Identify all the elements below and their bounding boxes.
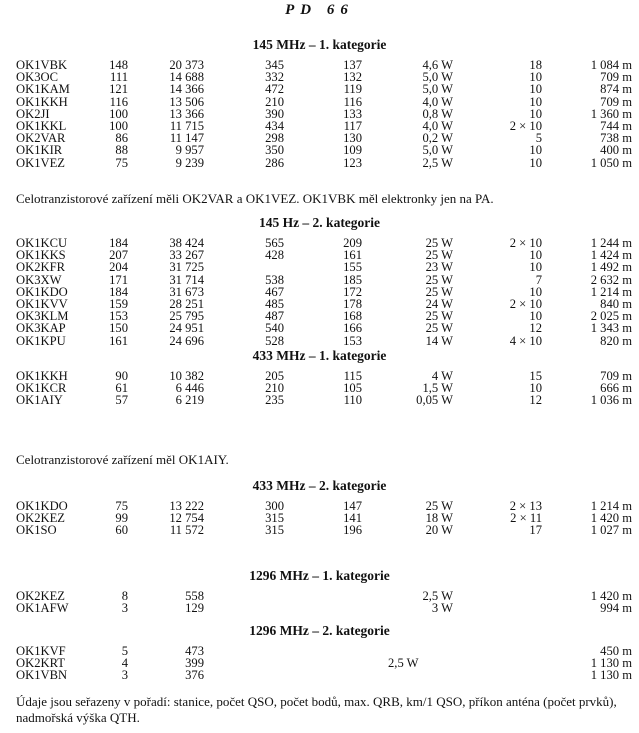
antenna-cell: 4 × 10 [509, 333, 542, 348]
points-cell: 6 219 [175, 393, 204, 408]
note-transistor-1: Celotranzistorové zařízení měli OK2VAR a OK1VEZ. OK1VBK měl elektronky jen na PA. [16, 191, 494, 206]
km-per-qso-cell: 105 [343, 381, 362, 396]
max-qrb-cell: 540 [265, 321, 284, 336]
antenna-cell: 10 [529, 284, 542, 299]
antenna-cell: 2 × 10 [509, 236, 542, 250]
qso-count-cell: 4 [121, 656, 128, 671]
power-cell: 25 W [425, 236, 453, 250]
qso-count-cell: 150 [109, 321, 128, 336]
qso-count-cell: 207 [109, 248, 128, 263]
station-cell: OK1KDO [16, 499, 68, 513]
antenna-cell: 10 [529, 106, 542, 121]
table-row [0, 500, 639, 512]
points-cell: 38 424 [169, 236, 204, 250]
station-cell: OK2JI [16, 106, 50, 121]
qso-count-cell: 100 [109, 106, 128, 121]
power-cell: 25 W [425, 309, 453, 324]
qso-count-cell: 111 [110, 70, 128, 85]
altitude-cell: 1 214 m [590, 499, 632, 513]
station-cell: OK1SO [16, 523, 57, 538]
power-cell: 25 W [425, 321, 453, 336]
km-per-qso-cell: 155 [343, 260, 362, 275]
power-cell: 4 W [431, 369, 453, 383]
antenna-cell: 2 × 11 [510, 511, 542, 526]
results-table [0, 370, 639, 407]
points-cell: 13 366 [169, 106, 204, 121]
antenna-cell: 10 [529, 260, 542, 275]
points-cell: 129 [185, 601, 204, 616]
antenna-cell: 12 [529, 393, 542, 408]
table-row [0, 237, 639, 249]
altitude-cell: 994 m [600, 601, 632, 616]
points-cell: 11 715 [169, 118, 204, 133]
points-cell: 11 147 [169, 131, 204, 146]
altitude-cell: 1 130 m [590, 668, 632, 683]
points-cell: 13 506 [169, 94, 204, 109]
station-cell: OK1KKH [16, 94, 68, 109]
max-qrb-cell: 235 [265, 393, 284, 408]
power-cell: 25 W [425, 248, 453, 263]
km-per-qso-cell: 185 [343, 272, 362, 287]
km-per-qso-cell: 196 [343, 523, 362, 538]
section-433mhz-cat1 [0, 347, 639, 407]
table-row [0, 298, 639, 310]
page-header: PD 66 [285, 2, 354, 18]
altitude-cell: 450 m [600, 644, 632, 658]
power-cell: 23 W [425, 260, 453, 275]
max-qrb-cell: 300 [265, 499, 284, 513]
km-per-qso-cell: 110 [343, 393, 362, 408]
section-title: 1296 MHz – 2. kategorie [249, 623, 390, 638]
table-row [0, 132, 639, 144]
power-cell: 4,0 W [422, 94, 453, 109]
qso-count-cell: 88 [115, 143, 128, 158]
altitude-cell: 1 492 m [590, 260, 632, 275]
station-cell: OK2KFR [16, 260, 65, 275]
altitude-cell: 874 m [600, 82, 632, 97]
qso-count-cell: 90 [115, 369, 128, 383]
qso-count-cell: 61 [115, 381, 128, 396]
antenna-cell: 18 [529, 58, 542, 72]
section-145mhz-cat1 [0, 36, 639, 169]
station-cell: OK1KKS [16, 248, 66, 263]
antenna-cell: 17 [529, 523, 542, 538]
note-transistor-2: Celotranzistorové zařízení měl OK1AIY. [16, 452, 229, 467]
station-cell: OK1KVV [16, 296, 68, 311]
table-row [0, 286, 639, 298]
antenna-cell: 10 [529, 70, 542, 85]
section-title: 433 MHz – 2. kategorie [252, 478, 387, 493]
km-per-qso-cell: 209 [343, 236, 362, 250]
max-qrb-cell: 538 [265, 272, 284, 287]
km-per-qso-cell: 166 [343, 321, 362, 336]
station-cell: OK1VBN [16, 668, 68, 683]
points-cell: 24 951 [169, 321, 204, 336]
km-per-qso-cell: 147 [343, 499, 362, 513]
station-cell: OK3OC [16, 70, 58, 85]
qso-count-cell: 204 [109, 260, 128, 275]
station-cell: OK3XW [16, 272, 62, 287]
altitude-cell: 1 084 m [590, 58, 632, 72]
qso-count-cell: 159 [109, 296, 128, 311]
altitude-cell: 1 360 m [590, 106, 632, 121]
altitude-cell: 1 424 m [590, 248, 632, 263]
table-row [0, 335, 639, 347]
antenna-cell: 2 × 13 [509, 499, 542, 513]
altitude-cell: 738 m [600, 131, 632, 146]
power-cell: 0,2 W [422, 131, 453, 146]
qso-count-cell: 171 [109, 272, 128, 287]
power-cell: 4,6 W [422, 58, 453, 72]
altitude-cell: 744 m [600, 118, 632, 133]
altitude-cell: 1 244 m [590, 236, 632, 250]
antenna-cell: 5 [535, 131, 542, 146]
points-cell: 11 572 [169, 523, 204, 538]
max-qrb-cell: 565 [265, 236, 284, 250]
table-row [0, 120, 639, 132]
altitude-cell: 820 m [600, 333, 632, 348]
qso-count-cell: 8 [121, 589, 128, 603]
antenna-cell: 10 [529, 381, 542, 396]
power-cell: 4,0 W [422, 118, 453, 133]
results-table [0, 590, 639, 614]
max-qrb-cell: 210 [265, 381, 284, 396]
max-qrb-cell: 332 [265, 70, 284, 85]
table-row [0, 108, 639, 120]
power-cell: 14 W [425, 333, 453, 348]
section-title: 1296 MHz – 1. kategorie [249, 568, 390, 583]
table-row [0, 83, 639, 95]
points-cell: 25 795 [169, 309, 204, 324]
station-cell: OK1AFW [16, 601, 69, 616]
antenna-cell: 10 [529, 143, 542, 158]
qso-count-cell: 184 [109, 236, 128, 250]
table-row [0, 524, 639, 536]
power-cell: 24 W [425, 296, 453, 311]
max-qrb-cell: 315 [265, 523, 284, 538]
km-per-qso-cell: 130 [343, 131, 362, 146]
qso-count-cell: 100 [109, 118, 128, 133]
antenna-cell: 10 [529, 309, 542, 324]
results-table [0, 500, 639, 537]
km-per-qso-cell: 123 [343, 155, 362, 170]
table-row [0, 645, 639, 657]
table-row [0, 59, 639, 71]
station-cell: OK2KRT [16, 656, 65, 671]
points-cell: 31 714 [169, 272, 204, 287]
table-row [0, 144, 639, 156]
points-cell: 6 446 [175, 381, 204, 396]
qso-count-cell: 60 [115, 523, 128, 538]
station-cell: OK1KCU [16, 236, 68, 250]
table-row [0, 96, 639, 108]
section-title: 145 Hz – 2. kategorie [258, 215, 381, 230]
station-cell: OK1KKL [16, 118, 67, 133]
section-title: 433 MHz – 1. kategorie [252, 348, 387, 363]
power-cell: 25 W [425, 272, 453, 287]
table-row [0, 310, 639, 322]
km-per-qso-cell: 117 [343, 118, 362, 133]
qso-count-cell: 116 [109, 94, 128, 109]
km-per-qso-cell: 153 [343, 333, 362, 348]
km-per-qso-cell: 133 [343, 106, 362, 121]
points-cell: 558 [185, 589, 204, 603]
altitude-cell: 709 m [600, 70, 632, 85]
table-row [0, 274, 639, 286]
antenna-cell: 10 [529, 94, 542, 109]
qso-count-cell: 148 [109, 58, 128, 72]
altitude-cell: 2 632 m [590, 272, 632, 287]
km-per-qso-cell: 168 [343, 309, 362, 324]
antenna-cell: 2 × 10 [509, 296, 542, 311]
max-qrb-cell: 350 [265, 143, 284, 158]
max-qrb-cell: 428 [265, 248, 284, 263]
points-cell: 28 251 [169, 296, 204, 311]
station-cell: OK1KKH [16, 369, 68, 383]
points-cell: 31 673 [169, 284, 204, 299]
km-per-qso-cell: 115 [343, 369, 362, 383]
power-cell: 20 W [425, 523, 453, 538]
points-cell: 13 222 [169, 499, 204, 513]
table-row [0, 657, 639, 669]
station-cell: OK1KPU [16, 333, 66, 348]
antenna-cell: 10 [529, 248, 542, 263]
station-cell: OK1KIR [16, 143, 63, 158]
qso-count-cell: 184 [109, 284, 128, 299]
shared-power-value: 2,5 W [388, 656, 419, 670]
station-cell: OK1KDO [16, 284, 68, 299]
altitude-cell: 1 130 m [590, 656, 632, 671]
km-per-qso-cell: 161 [343, 248, 362, 263]
points-cell: 33 267 [169, 248, 204, 263]
max-qrb-cell: 485 [265, 296, 284, 311]
table-row [0, 157, 639, 169]
power-cell: 18 W [425, 511, 453, 526]
power-cell: 5,0 W [422, 70, 453, 85]
station-cell: OK1VBK [16, 58, 68, 72]
altitude-cell: 709 m [600, 369, 632, 383]
points-cell: 12 754 [169, 511, 204, 526]
power-cell: 3 W [431, 601, 453, 616]
results-table [0, 237, 639, 347]
max-qrb-cell: 528 [265, 333, 284, 348]
power-cell: 2,5 W [422, 155, 453, 170]
station-cell: OK2VAR [16, 131, 66, 146]
km-per-qso-cell: 109 [343, 143, 362, 158]
table-row [0, 382, 639, 394]
altitude-cell: 666 m [600, 381, 632, 396]
max-qrb-cell: 472 [265, 82, 284, 97]
qso-count-cell: 86 [115, 131, 128, 146]
points-cell: 376 [185, 668, 204, 683]
qso-count-cell: 3 [121, 668, 128, 683]
qso-count-cell: 75 [115, 499, 128, 513]
altitude-cell: 709 m [600, 94, 632, 109]
points-cell: 24 696 [169, 333, 204, 348]
km-per-qso-cell: 141 [343, 511, 362, 526]
max-qrb-cell: 210 [265, 94, 284, 109]
max-qrb-cell: 434 [265, 118, 284, 133]
footer-note: Údaje jsou seřazeny v pořadí: stanice, počet QSO, počet bodů, max. QRB, km/1 QSO, příkon anténa (počet prvků), nadmořská výška QTH. [16, 694, 617, 725]
section-433mhz-cat2 [0, 477, 639, 537]
table-row [0, 370, 639, 382]
station-cell: OK3KAP [16, 321, 66, 336]
max-qrb-cell: 298 [265, 131, 284, 146]
station-cell: OK2KEZ [16, 511, 65, 526]
max-qrb-cell: 390 [265, 106, 284, 121]
station-cell: OK2KEZ [16, 589, 65, 603]
table-row [0, 512, 639, 524]
station-cell: OK1KCR [16, 381, 67, 396]
km-per-qso-cell: 172 [343, 284, 362, 299]
table-row [0, 394, 639, 406]
qso-count-cell: 153 [109, 309, 128, 324]
points-cell: 31 725 [169, 260, 204, 275]
altitude-cell: 1 050 m [590, 155, 632, 170]
table-row [0, 322, 639, 334]
max-qrb-cell: 315 [265, 511, 284, 526]
altitude-cell: 1 036 m [590, 393, 632, 408]
section-1296mhz-cat2 [0, 622, 639, 682]
station-cell: OK3KLM [16, 309, 69, 324]
max-qrb-cell: 286 [265, 155, 284, 170]
station-cell: OK1VEZ [16, 155, 65, 170]
antenna-cell: 10 [529, 82, 542, 97]
table-row [0, 261, 639, 273]
max-qrb-cell: 467 [265, 284, 284, 299]
points-cell: 20 373 [169, 58, 204, 72]
altitude-cell: 1 343 m [590, 321, 632, 336]
qso-count-cell: 161 [109, 333, 128, 348]
qso-count-cell: 75 [115, 155, 128, 170]
power-cell: 0,05 W [416, 393, 453, 408]
max-qrb-cell: 487 [265, 309, 284, 324]
table-row [0, 669, 639, 681]
max-qrb-cell: 205 [265, 369, 284, 383]
km-per-qso-cell: 119 [343, 82, 362, 97]
qso-count-cell: 121 [109, 82, 128, 97]
power-cell: 0,8 W [422, 106, 453, 121]
table-row [0, 71, 639, 83]
points-cell: 10 382 [169, 369, 204, 383]
section-title: 145 MHz – 1. kategorie [252, 37, 387, 52]
qso-count-cell: 3 [121, 601, 128, 616]
antenna-cell: 10 [529, 155, 542, 170]
station-cell: OK1AIY [16, 393, 63, 408]
section-1296mhz-cat1 [0, 567, 639, 614]
results-table [0, 645, 639, 682]
max-qrb-cell: 345 [265, 58, 284, 72]
altitude-cell: 1 027 m [590, 523, 632, 538]
power-cell: 5,0 W [422, 82, 453, 97]
points-cell: 14 366 [169, 82, 204, 97]
power-cell: 25 W [425, 499, 453, 513]
altitude-cell: 1 420 m [590, 511, 632, 526]
power-cell: 2,5 W [422, 589, 453, 603]
power-cell: 25 W [425, 284, 453, 299]
table-row [0, 590, 639, 602]
altitude-cell: 400 m [600, 143, 632, 158]
station-cell: OK1KVF [16, 644, 66, 658]
antenna-cell: 7 [535, 272, 542, 287]
points-cell: 9 957 [175, 143, 204, 158]
qso-count-cell: 5 [121, 644, 128, 658]
power-cell: 5,0 W [422, 143, 453, 158]
station-cell: OK1KAM [16, 82, 70, 97]
points-cell: 9 239 [175, 155, 204, 170]
table-row [0, 249, 639, 261]
antenna-cell: 15 [529, 369, 542, 383]
altitude-cell: 840 m [600, 296, 632, 311]
altitude-cell: 2 025 m [590, 309, 632, 324]
points-cell: 399 [185, 656, 204, 671]
antenna-cell: 12 [529, 321, 542, 336]
section-145mhz-cat2 [0, 214, 639, 347]
km-per-qso-cell: 178 [343, 296, 362, 311]
points-cell: 473 [185, 644, 204, 658]
antenna-cell: 2 × 10 [509, 118, 542, 133]
altitude-cell: 1 214 m [590, 284, 632, 299]
km-per-qso-cell: 116 [343, 94, 362, 109]
qso-count-cell: 99 [115, 511, 128, 526]
table-row [0, 602, 639, 614]
qso-count-cell: 57 [115, 393, 128, 408]
power-cell: 1,5 W [422, 381, 453, 396]
points-cell: 14 688 [169, 70, 204, 85]
results-table [0, 59, 639, 169]
altitude-cell: 1 420 m [590, 589, 632, 603]
km-per-qso-cell: 137 [343, 58, 362, 72]
km-per-qso-cell: 132 [343, 70, 362, 85]
